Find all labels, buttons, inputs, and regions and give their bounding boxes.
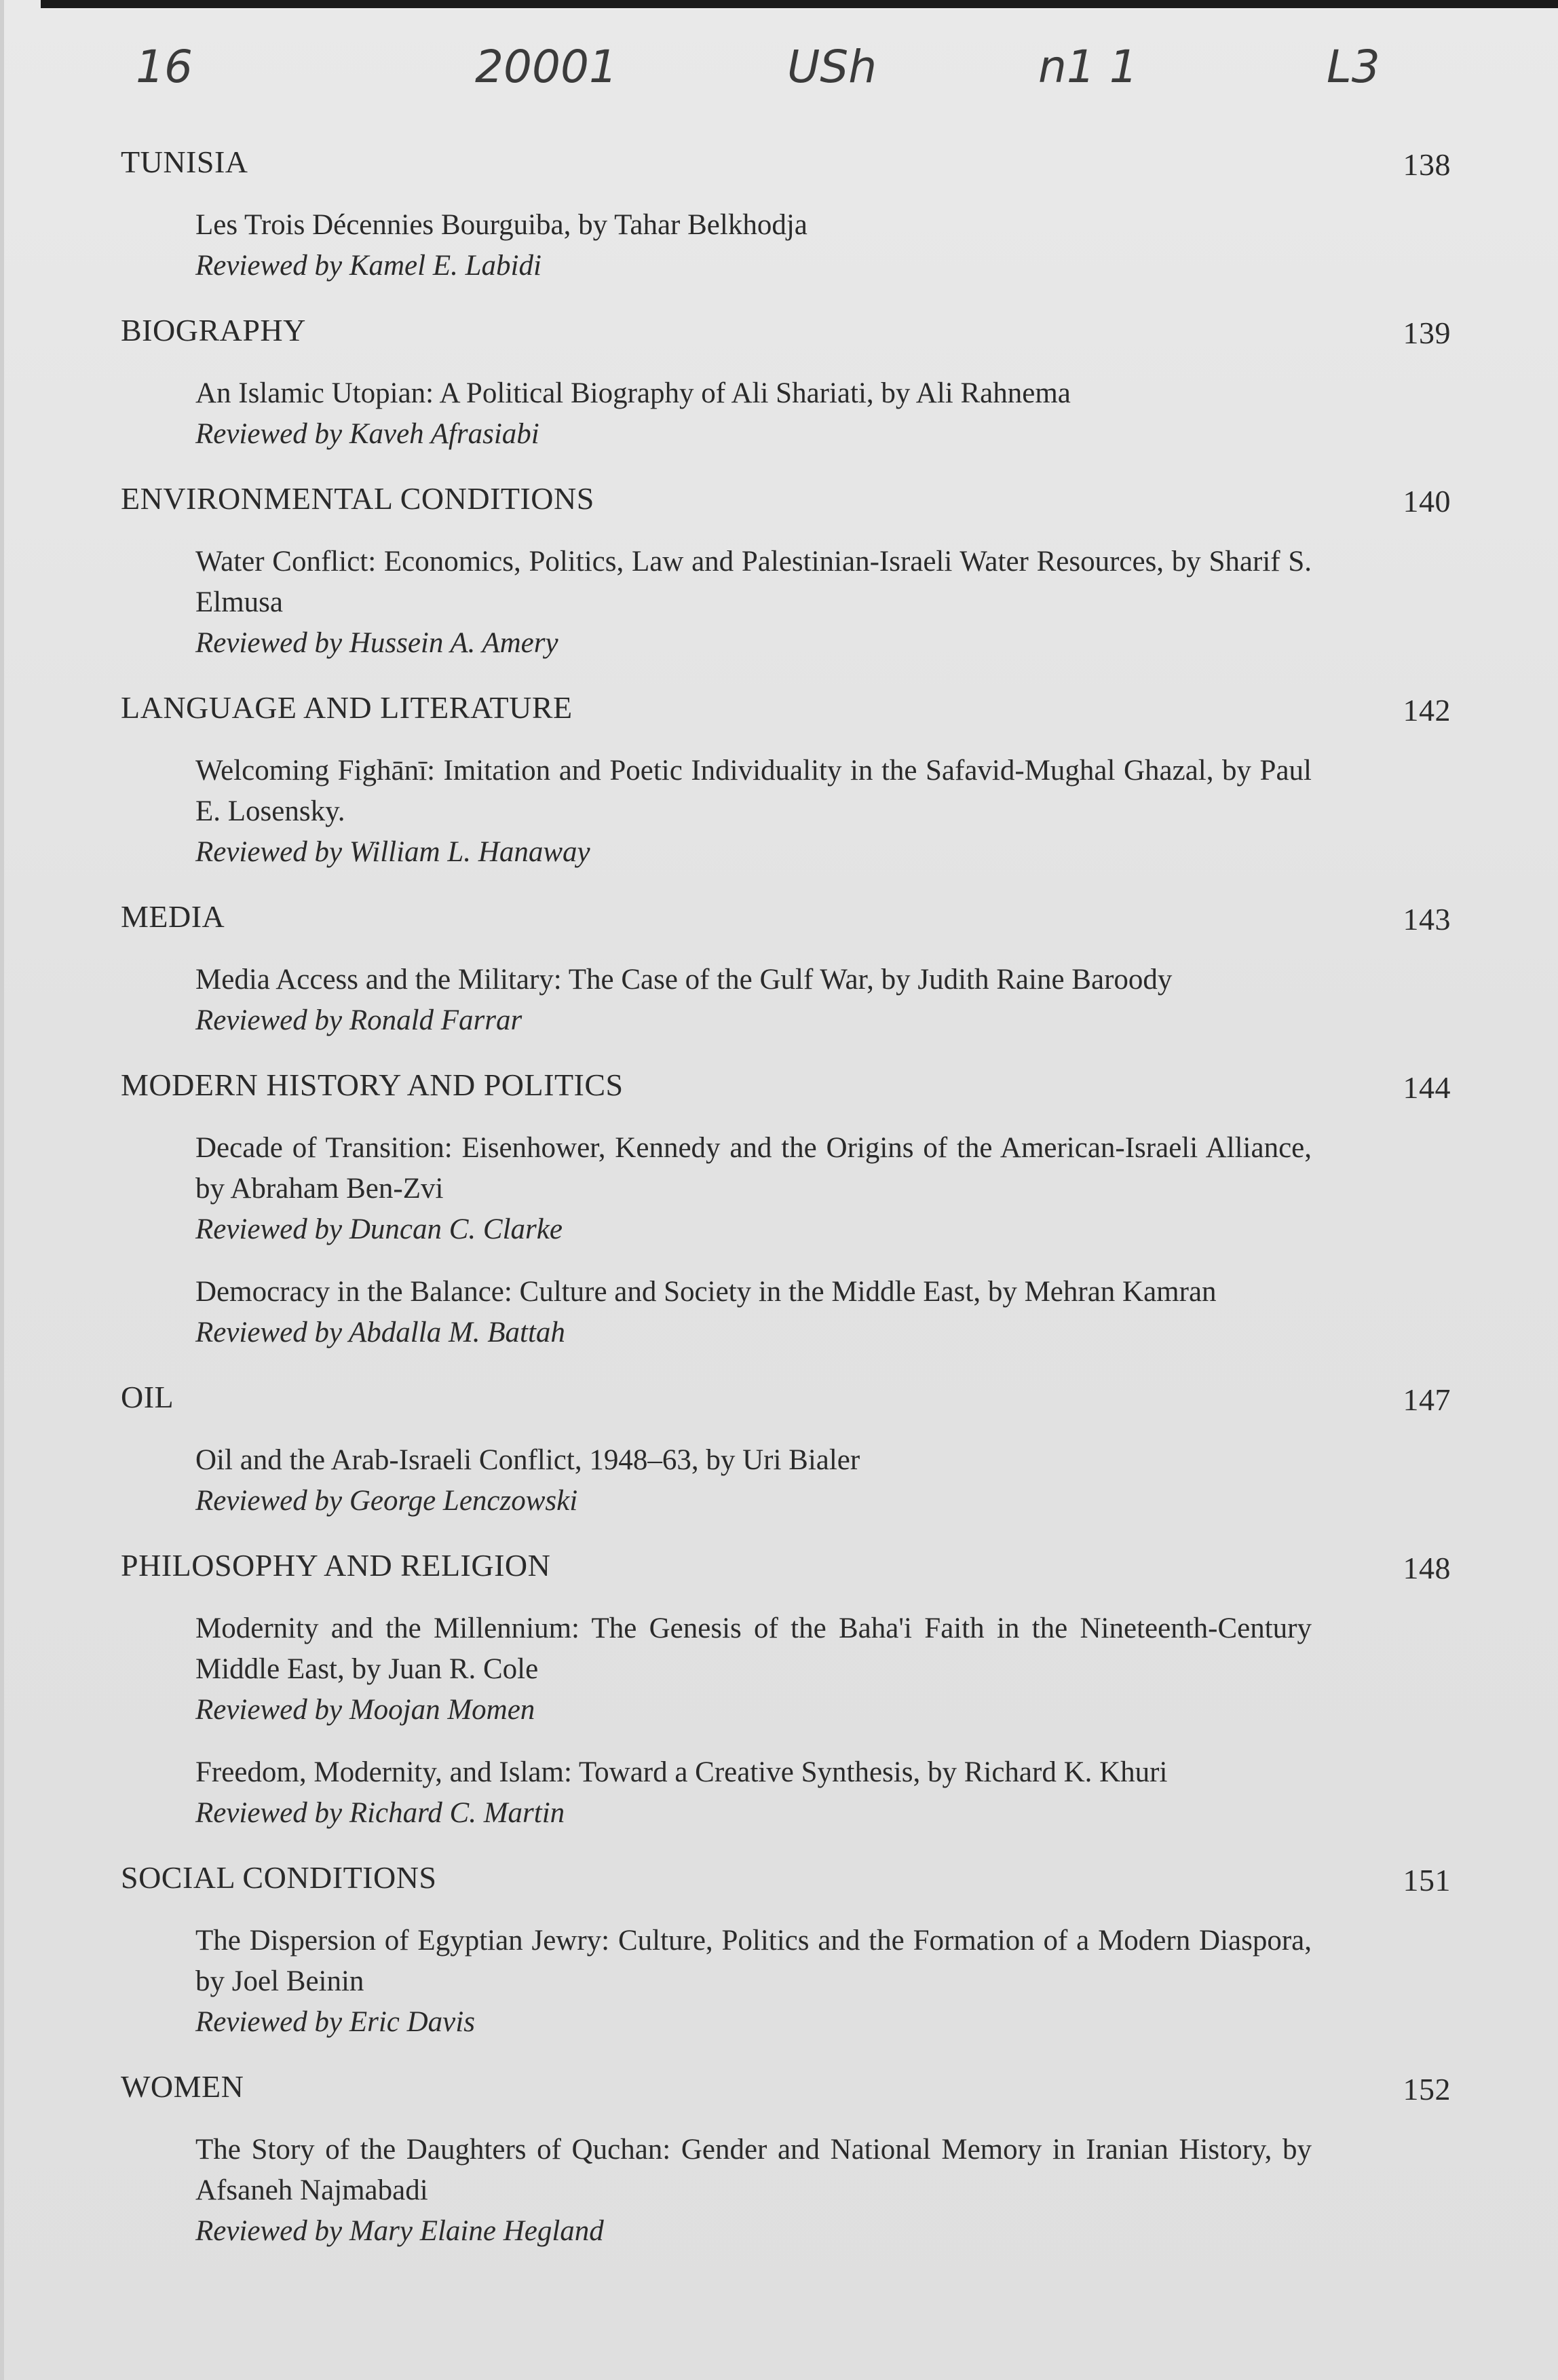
review-entry (195, 1752, 1312, 1834)
reviewer-line: Reviewed by Kamel E. Labidi (195, 250, 542, 282)
review-entry (195, 542, 1312, 664)
section-heading (121, 1859, 1451, 1900)
toc-section (121, 2069, 1451, 2252)
reviewer-line: Reviewed by Mary Elaine Hegland (195, 2215, 604, 2247)
book-title: Welcoming Fighānī: Imitation and Poetic Individuality in the Safavid-Mughal Ghazal, by Paul E. Losensky. (195, 755, 1312, 827)
review-entry (195, 1440, 1312, 1522)
section-heading (121, 480, 1451, 521)
section-page-number: 140 (1403, 484, 1451, 518)
reviewer-line: Reviewed by Hussein A. Amery (195, 627, 558, 659)
toc-section (121, 1547, 1451, 1834)
section-heading (121, 690, 1451, 730)
table-of-contents (121, 144, 1451, 2278)
reviewer-line: Reviewed by Richard C. Martin (195, 1797, 565, 1829)
reviewer-line: Reviewed by William L. Hanaway (195, 836, 590, 868)
toc-section (121, 144, 1451, 286)
handwritten-note: L3 (1327, 41, 1380, 93)
book-title: Democracy in the Balance: Culture and Society in the Middle East, by Mehran Kamran (195, 1276, 1217, 1308)
toc-section (121, 899, 1451, 1041)
toc-section (121, 690, 1451, 873)
book-title: Les Trois Décennies Bourguiba, by Tahar Belkhodja (195, 209, 808, 241)
section-title: ENVIRONMENTAL CONDITIONS (121, 481, 594, 516)
book-title: Decade of Transition: Eisenhower, Kennedy and the Origins of the American-Israeli Alliance, by Abraham Ben-Zvi (195, 1132, 1312, 1205)
handwritten-annotation (0, 27, 1558, 115)
book-title: Freedom, Modernity, and Islam: Toward a Creative Synthesis, by Richard K. Khuri (195, 1756, 1168, 1788)
review-entry (195, 1272, 1312, 1353)
page-left-edge (0, 0, 4, 2380)
toc-section (121, 312, 1451, 455)
section-title: MEDIA (121, 899, 225, 934)
review-entry (195, 1921, 1312, 2043)
section-title: OIL (121, 1380, 174, 1414)
toc-section (121, 1379, 1451, 1522)
section-page-number: 143 (1403, 902, 1451, 937)
book-title: Water Conflict: Economics, Politics, Law and Palestinian-Israeli Water Resources, by Sharif S. Elmusa (195, 546, 1312, 618)
section-page-number: 151 (1403, 1863, 1451, 1897)
section-page-number: 138 (1403, 147, 1451, 182)
review-entry (195, 2130, 1312, 2252)
review-entry (195, 1608, 1312, 1731)
section-heading (121, 1067, 1451, 1108)
section-title: WOMEN (121, 2069, 244, 2104)
section-page-number: 142 (1403, 693, 1451, 728)
section-page-number: 152 (1403, 2072, 1451, 2107)
section-heading (121, 2069, 1451, 2109)
handwritten-note: USh (787, 41, 877, 93)
section-page-number: 144 (1403, 1070, 1451, 1105)
review-entry (195, 205, 1312, 286)
book-title: The Dispersion of Egyptian Jewry: Culture, Politics and the Formation of a Modern Diaspora, by Joel Beinin (195, 1925, 1312, 1997)
section-heading (121, 1547, 1451, 1588)
section-title: LANGUAGE AND LITERATURE (121, 690, 573, 725)
book-title: Modernity and the Millennium: The Genesis of the Baha'i Faith in the Nineteenth-Century Middle East, by Juan R. Cole (195, 1612, 1312, 1685)
book-title: The Story of the Daughters of Quchan: Gender and National Memory in Iranian History, by Afsaneh Najmabadi (195, 2134, 1312, 2206)
section-title: BIOGRAPHY (121, 313, 306, 347)
review-entry (195, 1128, 1312, 1250)
reviewer-line: Reviewed by Duncan C. Clarke (195, 1213, 563, 1245)
section-title: SOCIAL CONDITIONS (121, 1860, 437, 1895)
section-heading (121, 312, 1451, 353)
section-heading (121, 144, 1451, 185)
reviewer-line: Reviewed by Kaveh Afrasiabi (195, 418, 539, 450)
page-top-edge (41, 0, 1558, 8)
reviewer-line: Reviewed by Eric Davis (195, 2006, 475, 2038)
handwritten-note: 16 (136, 41, 193, 93)
section-title: TUNISIA (121, 145, 248, 179)
section-title: PHILOSOPHY AND RELIGION (121, 1548, 551, 1583)
section-page-number: 148 (1403, 1551, 1451, 1585)
reviewer-line: Reviewed by Moojan Momen (195, 1694, 535, 1726)
toc-section (121, 1859, 1451, 2043)
handwritten-note: n1 1 (1038, 41, 1138, 93)
review-entry (195, 373, 1312, 455)
book-title: Oil and the Arab-Israeli Conflict, 1948–63, by Uri Bialer (195, 1444, 860, 1476)
toc-section (121, 480, 1451, 664)
review-entry (195, 960, 1312, 1041)
reviewer-line: Reviewed by George Lenczowski (195, 1485, 578, 1517)
section-heading (121, 899, 1451, 939)
book-title: An Islamic Utopian: A Political Biography of Ali Shariati, by Ali Rahnema (195, 377, 1071, 409)
section-page-number: 147 (1403, 1382, 1451, 1417)
review-entry (195, 751, 1312, 873)
section-page-number: 139 (1403, 316, 1451, 350)
toc-section (121, 1067, 1451, 1353)
section-title: MODERN HISTORY AND POLITICS (121, 1068, 624, 1102)
book-title: Media Access and the Military: The Case of the Gulf War, by Judith Raine Baroody (195, 964, 1173, 996)
section-heading (121, 1379, 1451, 1420)
reviewer-line: Reviewed by Ronald Farrar (195, 1004, 522, 1036)
reviewer-line: Reviewed by Abdalla M. Battah (195, 1317, 565, 1348)
handwritten-note: 20001 (475, 41, 618, 93)
